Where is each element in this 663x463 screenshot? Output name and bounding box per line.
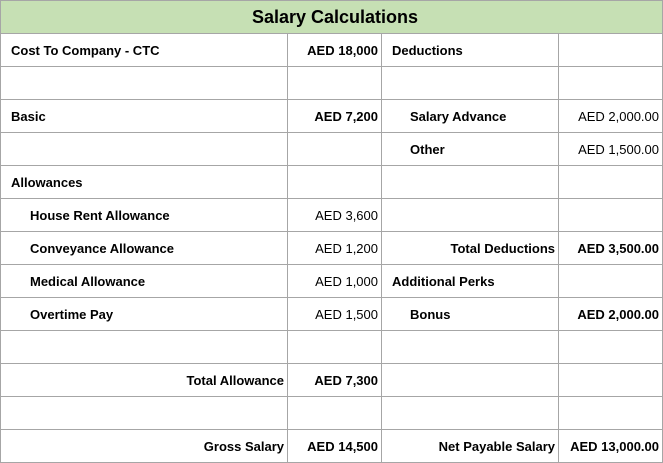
table-row: [1, 397, 663, 430]
empty-cell[interactable]: [382, 397, 559, 430]
ctc-value[interactable]: AED 18,000: [288, 34, 382, 67]
empty-cell[interactable]: [559, 364, 663, 397]
medical-label[interactable]: Medical Allowance: [1, 265, 288, 298]
empty-cell[interactable]: [559, 331, 663, 364]
table-row: [1, 265, 663, 298]
empty-cell[interactable]: [1, 67, 288, 100]
empty-cell[interactable]: [382, 364, 559, 397]
table-row: [1, 100, 663, 133]
sheet-title[interactable]: Salary Calculations: [1, 1, 663, 34]
table-row: [1, 430, 663, 463]
table-row: [1, 166, 663, 199]
total-deductions-label[interactable]: Total Deductions: [382, 232, 559, 265]
bonus-value[interactable]: AED 2,000.00: [559, 298, 663, 331]
empty-cell[interactable]: [382, 199, 559, 232]
empty-cell[interactable]: [1, 133, 288, 166]
basic-value[interactable]: AED 7,200: [288, 100, 382, 133]
conveyance-value[interactable]: AED 1,200: [288, 232, 382, 265]
empty-cell[interactable]: [559, 34, 663, 67]
table-row: [1, 67, 663, 100]
empty-cell[interactable]: [288, 397, 382, 430]
empty-cell[interactable]: [559, 166, 663, 199]
other-label[interactable]: Other: [382, 133, 559, 166]
overtime-label[interactable]: Overtime Pay: [1, 298, 288, 331]
empty-cell[interactable]: [382, 166, 559, 199]
additional-perks-header[interactable]: Additional Perks: [382, 265, 559, 298]
basic-label[interactable]: Basic: [1, 100, 288, 133]
empty-cell[interactable]: [288, 166, 382, 199]
salary-advance-label[interactable]: Salary Advance: [382, 100, 559, 133]
total-allowance-label[interactable]: Total Allowance: [1, 364, 288, 397]
deductions-header[interactable]: Deductions: [382, 34, 559, 67]
table-row: [1, 331, 663, 364]
empty-cell[interactable]: [559, 67, 663, 100]
table-row: [1, 34, 663, 67]
empty-cell[interactable]: [559, 397, 663, 430]
empty-cell[interactable]: [1, 397, 288, 430]
table-row: [1, 199, 663, 232]
total-deductions-value[interactable]: AED 3,500.00: [559, 232, 663, 265]
allowances-label[interactable]: Allowances: [1, 166, 288, 199]
table-row: [1, 298, 663, 331]
ctc-label[interactable]: Cost To Company - CTC: [1, 34, 288, 67]
table-row: [1, 364, 663, 397]
empty-cell[interactable]: [382, 67, 559, 100]
title-row: [1, 1, 663, 34]
gross-salary-label[interactable]: Gross Salary: [1, 430, 288, 463]
net-payable-value[interactable]: AED 13,000.00: [559, 430, 663, 463]
empty-cell[interactable]: [288, 67, 382, 100]
gross-salary-value[interactable]: AED 14,500: [288, 430, 382, 463]
empty-cell[interactable]: [559, 265, 663, 298]
conveyance-label[interactable]: Conveyance Allowance: [1, 232, 288, 265]
empty-cell[interactable]: [288, 331, 382, 364]
hra-label[interactable]: House Rent Allowance: [1, 199, 288, 232]
bonus-label[interactable]: Bonus: [382, 298, 559, 331]
overtime-value[interactable]: AED 1,500: [288, 298, 382, 331]
table-row: [1, 232, 663, 265]
net-payable-label[interactable]: Net Payable Salary: [382, 430, 559, 463]
empty-cell[interactable]: [1, 331, 288, 364]
medical-value[interactable]: AED 1,000: [288, 265, 382, 298]
empty-cell[interactable]: [559, 199, 663, 232]
hra-value[interactable]: AED 3,600: [288, 199, 382, 232]
empty-cell[interactable]: [288, 133, 382, 166]
salary-advance-value[interactable]: AED 2,000.00: [559, 100, 663, 133]
other-value[interactable]: AED 1,500.00: [559, 133, 663, 166]
total-allowance-value[interactable]: AED 7,300: [288, 364, 382, 397]
table-row: [1, 133, 663, 166]
empty-cell[interactable]: [382, 331, 559, 364]
